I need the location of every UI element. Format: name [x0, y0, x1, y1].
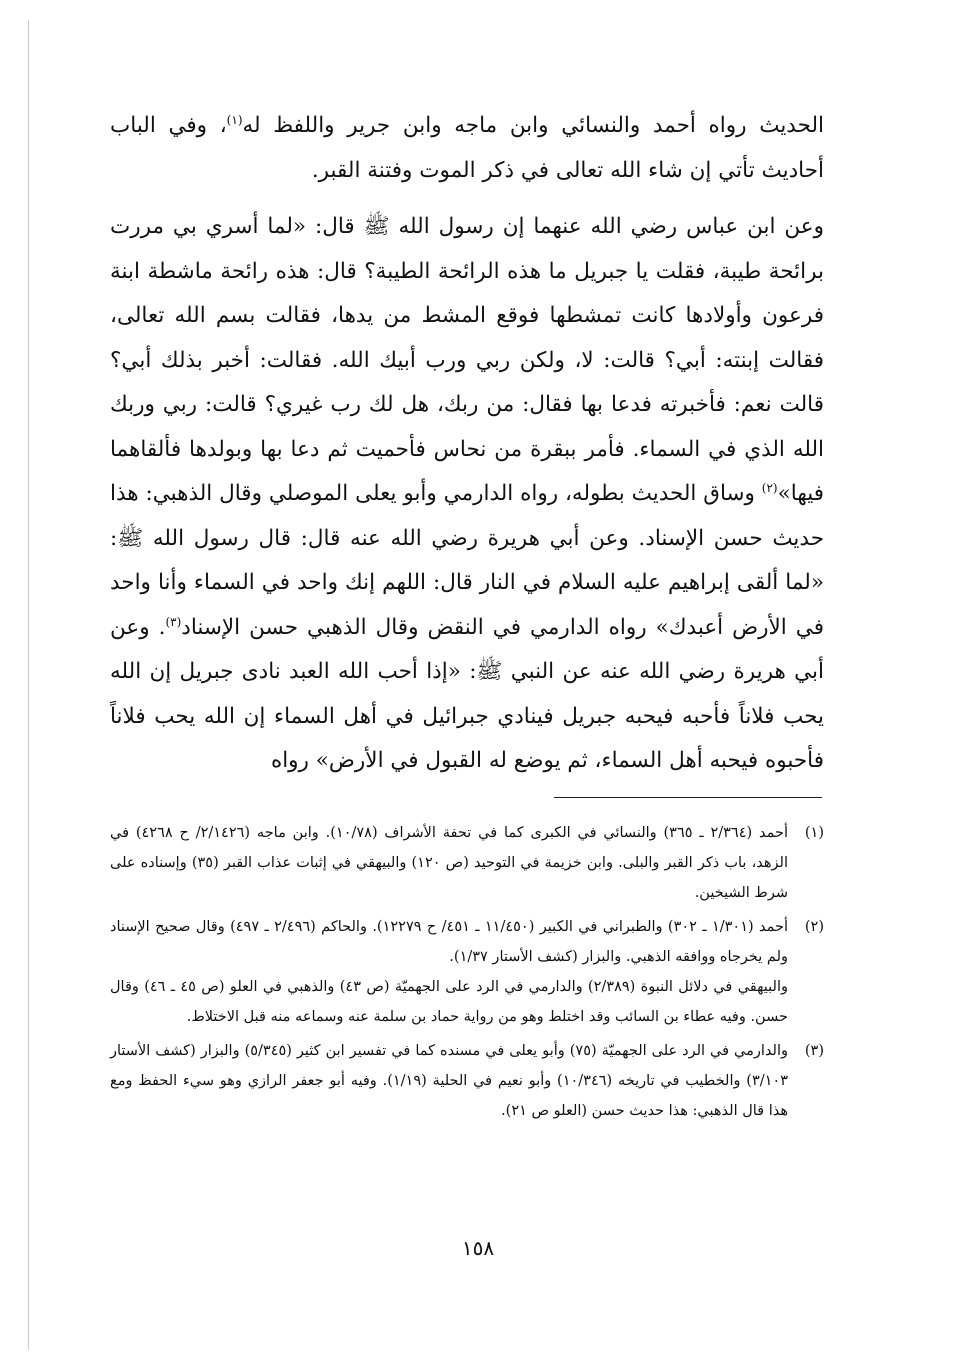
footnote-ref-3: (٣) [165, 614, 182, 629]
main-text [110, 104, 824, 784]
footnote-body [110, 912, 788, 1032]
footnote-separator [554, 797, 822, 798]
footnote-text: والدارمي في الرد على الجهميّة (٧٥) وأبو يعلى في مسنده كما في تفسير ابن كثير (٥/٣٤٥) والبزار (كشف الأستار ٣/١٠٣) والخطيب في تاريخه (١٠/٣٤٦) وأبو نعيم في الحلية (١/١٩). وفيه أبو جعفر الرازي وهو سيء الحفظ ومع هذا قال الذهبي: هذا حديث حسن (العلو ص ٢١). [110, 1043, 788, 1119]
footnote-body [110, 818, 788, 908]
footnote-number: (١) [804, 825, 824, 841]
footnotes [110, 818, 824, 1126]
footnote-3 [110, 1036, 824, 1126]
paragraph-2 [110, 205, 824, 784]
footnote-2 [110, 912, 824, 1032]
scan-edge-line [28, 20, 29, 1350]
paragraph-1-text-b: ، وفي الباب أحاديث تأتي إن شاء الله تعالى في ذكر الموت وفتنة القبر. [110, 113, 824, 183]
footnote-text: أحمد (٢/٣٦٤ ـ ٣٦٥) والنسائي في الكبرى كما في تحفة الأشراف (١٠/٧٨). وابن ماجه (٢/١٤٢٦/ ح ٤٢٦٨) في الزهد، باب ذكر القبر والبلى. وابن خزيمة في التوحيد (ص ١٢٠) والبيهقي في إثبات عذاب القبر (٣٥) وإسناده على شرط الشيخين. [110, 825, 788, 901]
page-number: ١٥٨ [461, 1236, 495, 1260]
paragraph-1-text-a: الحديث رواه أحمد والنسائي وابن ماجه وابن جرير واللفظ له [242, 113, 824, 138]
footnote-1 [110, 818, 824, 908]
paragraph-2-text-b: وساق الحديث بطوله، رواه الدارمي وأبو يعلى الموصلي وقال الذهبي: هذا حديث حسن الإسناد. وعن أبي هريرة رضي الله عنه قال: قال رسول الله ﷺ: «لما ألقى إبراهيم عليه السلام في النار قال: اللهم إنك واحد في السماء وأنا واحد في الأرض أعبدك» رواه الدارمي في النقض وقال الذهبي حسن الإسناد [110, 481, 825, 640]
footnote-number: (٣) [804, 1043, 824, 1059]
footnote-number: (٢) [804, 919, 824, 935]
footnote-ref-1: (١) [226, 112, 243, 127]
footnote-text: أحمد (١/٣٠١ ـ ٣٠٢) والطبراني في الكبير (١١/٤٥٠ ـ ٤٥١/ ح ١٢٢٧٩). والحاكم (٢/٤٩٦ ـ ٤٩٧) وقال صحيح الإسناد ولم يخرجاه ووافقه الذهبي. والبزار (كشف الأستار ١/٣٧). [110, 919, 789, 965]
paragraph-1 [110, 104, 824, 193]
paragraph-2-text-c: . وعن أبي هريرة رضي الله عنه عن النبي ﷺ: «إذا أحب الله العبد نادى جبريل إن الله يحب فلاناً فأحبه فيحبه جبريل فينادي جبرائيل في أهل السماء إن الله يحب فلاناً فأحبوه فيحبه أهل السماء، ثم يوضع له القبول في الأرض» رواه [110, 614, 824, 773]
paragraph-2-text-a: وعن ابن عباس رضي الله عنهما إن رسول الله ﷺ قال: «لما أسري بي مررت برائحة طيبة، فقلت يا جبريل ما هذه الرائحة الطيبة؟ قال: هذه رائحة ماشطة ابنة فرعون وأولادها كانت تمشطها فوقع المشط من يدها، فقالت بسم الله تعالى، فقالت إبنته: أبي؟ قالت: لا، ولكن ربي ورب أبيك الله. فقالت: أخبر بذلك أبي؟ قالت نعم: فأخبرته فدعا بها فقال: من ربك، هل لك رب غيري؟ قالت: ربي وربك الله الذي في السماء. فأمر ببقرة من نحاس فأحميت ثم دعا بها وبولدها فألقاهما فيها» [110, 214, 824, 506]
footnote-text: والبيهقي في دلائل النبوة (٢/٣٨٩) والدارمي في الرد على الجهميّة (ص ٤٣) والذهبي في العلو (ص ٤٥ ـ ٤٦) وقال حسن. وفيه عطاء بن السائب وقد اختلط وهو من رواية حماد بن سلمة عنه وسماعه منه قبل الاختلاط. [110, 979, 789, 1025]
footnote-ref-2: (٢) [761, 480, 778, 495]
footnote-body [110, 1036, 788, 1126]
